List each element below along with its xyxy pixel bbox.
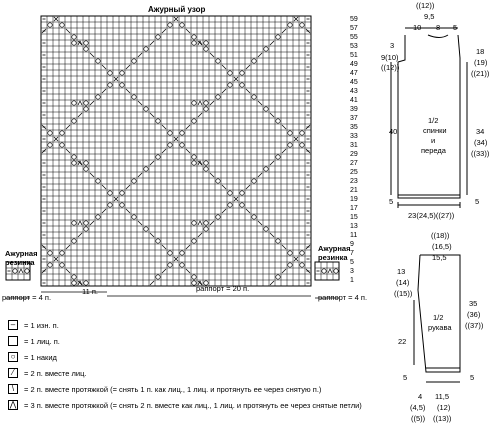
body-left-2: ((12)) bbox=[381, 63, 400, 72]
right-rib-label-line1: Ажурная bbox=[318, 244, 351, 253]
row-number: 59 bbox=[350, 16, 358, 23]
row-number: 7 bbox=[350, 250, 354, 257]
row-number: 17 bbox=[350, 205, 358, 212]
row-number: 43 bbox=[350, 88, 358, 95]
row-number: 27 bbox=[350, 160, 358, 167]
body-label-1: 1/2 bbox=[428, 116, 439, 125]
sleeve-left-1: 13 bbox=[397, 267, 406, 276]
k2tog-icon: ⁄ bbox=[8, 368, 18, 378]
sleeve-top-3: 15,5 bbox=[432, 253, 447, 262]
row-number: 1 bbox=[350, 277, 354, 284]
row-number: 33 bbox=[350, 133, 358, 140]
sleeve-bottom-mid: 11,5 bbox=[435, 392, 450, 401]
body-width: 23(24,5)((27)) bbox=[408, 211, 455, 220]
eleven-stitches-label: 11 п. bbox=[82, 287, 99, 296]
sleeve-top-1: ((18)) bbox=[431, 231, 450, 240]
legend-text-ssk: = 2 п. вместе протяжкой (= снять 1 п. как лиц., 1 лиц. и протянуть ее через снятую п.) bbox=[24, 384, 322, 394]
row-number: 53 bbox=[350, 43, 358, 50]
row-number: 21 bbox=[350, 187, 358, 194]
rapport-mid-label: раппорт = 20 п. bbox=[196, 284, 250, 293]
sleeve-left-3: ((15)) bbox=[394, 289, 413, 298]
legend-text-knit: = 1 лиц. п. bbox=[24, 336, 60, 346]
sleeve-right-2: (36) bbox=[467, 310, 481, 319]
body-side-1: 34 bbox=[476, 127, 485, 136]
body-top-2: 9,5 bbox=[424, 12, 435, 21]
rapport-right-label: раппорт = 4 п. bbox=[318, 293, 368, 302]
body-neck-left: 10 bbox=[413, 23, 422, 32]
row-number: 47 bbox=[350, 70, 358, 77]
sleeve-left-2: (14) bbox=[396, 278, 410, 287]
sleeve-right-1: 35 bbox=[469, 299, 478, 308]
legend-text-sk2p: = 3 п. вместе протяжкой (= снять 2 п. вместе как лиц., 1 лиц. и протянуть ее через снятые петли) bbox=[24, 400, 362, 410]
sleeve-top-2: (16,5) bbox=[432, 242, 452, 251]
legend-text-k2tog: = 2 п. вместе лиц. bbox=[24, 368, 87, 378]
body-neck-mid: 8 bbox=[436, 23, 441, 32]
body-side-2: (34) bbox=[474, 138, 488, 147]
row-number: 45 bbox=[350, 79, 358, 86]
row-number: 13 bbox=[350, 223, 358, 230]
body-shoulder-3: 3 bbox=[390, 41, 395, 50]
row-number: 5 bbox=[350, 259, 354, 266]
right-rib-label-line2: резинка bbox=[318, 253, 348, 262]
yarn-over-icon: ○ bbox=[8, 352, 18, 362]
purl-icon: – bbox=[8, 320, 18, 330]
left-rib-label-line1: Ажурная bbox=[5, 249, 38, 258]
row-number: 3 bbox=[350, 268, 354, 275]
sleeve-rib-right: 5 bbox=[470, 373, 475, 382]
body-rib-left: 5 bbox=[389, 197, 394, 206]
row-number: 49 bbox=[350, 61, 358, 68]
body-neck-right: 5 bbox=[453, 23, 458, 32]
row-number: 41 bbox=[350, 97, 358, 104]
ssk-icon: \ bbox=[8, 384, 18, 394]
row-number: 37 bbox=[350, 115, 358, 122]
body-label-2: спинки bbox=[423, 126, 447, 135]
sleeve-label-1: 1/2 bbox=[433, 313, 444, 322]
row-number: 39 bbox=[350, 106, 358, 113]
body-top-1: ((12)) bbox=[416, 1, 435, 10]
legend-text-purl: = 1 изн. п. bbox=[24, 320, 59, 330]
body-right-3: ((21)) bbox=[471, 69, 490, 78]
row-number: 35 bbox=[350, 124, 358, 131]
sleeve-bottom-3: (4,5) bbox=[410, 403, 426, 412]
row-number: 11 bbox=[350, 232, 358, 239]
row-number: 15 bbox=[350, 214, 358, 221]
sleeve-rib-left: 5 bbox=[403, 373, 408, 382]
sleeve-bottom-5: ((5)) bbox=[411, 414, 426, 423]
body-left-1: 9(10) bbox=[381, 53, 399, 62]
sleeve-left-height: 22 bbox=[398, 337, 407, 346]
body-neckline bbox=[428, 35, 448, 38]
chart-title: Ажурный узор bbox=[148, 5, 206, 14]
row-number: 25 bbox=[350, 169, 358, 176]
body-side-3: ((33)) bbox=[471, 149, 490, 158]
body-right-1: 18 bbox=[476, 47, 485, 56]
sleeve-label-2: рукава bbox=[428, 323, 452, 332]
body-height-40: 40 bbox=[389, 127, 398, 136]
sleeve-bottom-4: (12) bbox=[437, 403, 451, 412]
row-number: 57 bbox=[350, 25, 358, 32]
row-number: 19 bbox=[350, 196, 358, 203]
left-rib-label-line2: резинка bbox=[5, 258, 35, 267]
rapport-left-label: раппорт = 4 п. bbox=[2, 293, 52, 302]
body-right-2: (19) bbox=[474, 58, 488, 67]
body-label-3: и bbox=[431, 136, 436, 145]
body-rib-right: 5 bbox=[475, 197, 480, 206]
row-number: 51 bbox=[350, 52, 358, 59]
body-label-4: переда bbox=[421, 146, 446, 155]
sleeve-right-3: ((37)) bbox=[465, 321, 484, 330]
row-number: 31 bbox=[350, 142, 358, 149]
sleeve-bottom-left: 4 bbox=[418, 392, 423, 401]
row-number: 55 bbox=[350, 34, 358, 41]
row-number: 9 bbox=[350, 241, 354, 248]
legend-text-yarn-over: = 1 накид bbox=[24, 352, 57, 362]
row-number: 29 bbox=[350, 151, 358, 158]
sk2p-icon: ⋀ bbox=[9, 400, 17, 409]
row-number: 23 bbox=[350, 178, 358, 185]
sleeve-bottom-6: ((13)) bbox=[433, 414, 452, 423]
